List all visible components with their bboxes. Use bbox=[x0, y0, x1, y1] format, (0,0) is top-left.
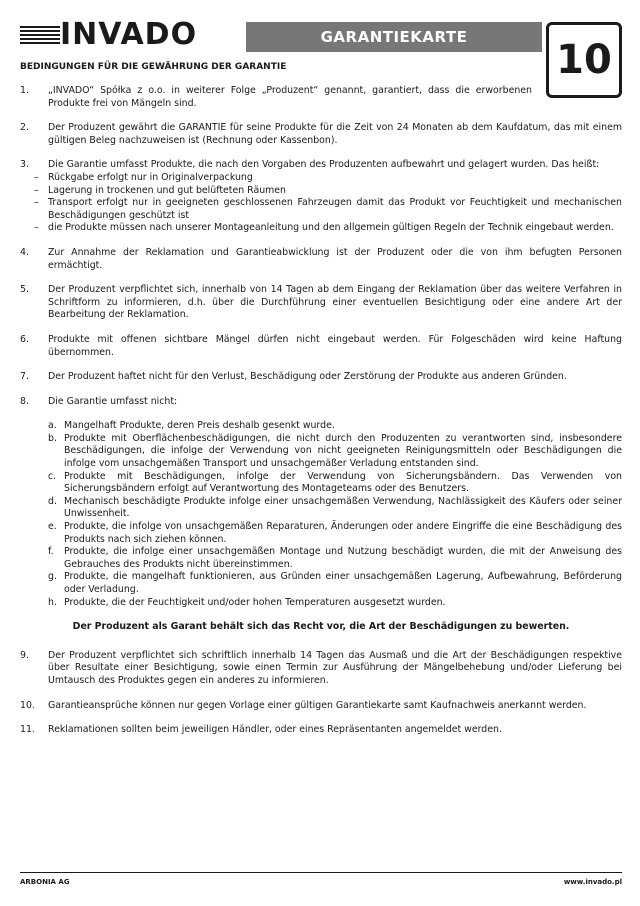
exclusion-list bbox=[20, 420, 622, 609]
exclusion-item-d bbox=[20, 496, 622, 521]
item-number: 10. bbox=[20, 699, 35, 711]
item-letter: a. bbox=[48, 420, 57, 432]
bold-note: Der Produzent als Garant behält sich das Recht vor, die Art der Beschädigungen zu bewerten. bbox=[72, 621, 570, 633]
conditions-list bbox=[20, 85, 622, 749]
item-text: Mangelhaft Produkte, deren Preis deshalb gesenkt wurde. bbox=[64, 420, 335, 432]
condition-item-8 bbox=[20, 396, 622, 610]
item-number: 4. bbox=[20, 246, 29, 258]
item-number: 8. bbox=[20, 395, 29, 407]
invado-logo bbox=[20, 17, 240, 52]
item-text: Produkte mit offenen sichtbare Mängel dürfen nicht eingebaut werden. Für Folgeschäden wird keine Haftung übernommen. bbox=[48, 333, 622, 358]
item-number: 2. bbox=[20, 122, 29, 134]
condition-item-4 bbox=[20, 247, 622, 272]
dash-item: – die Produkte müssen nach unserer Montageanleitung und den allgemein gültigen Regeln der Technik eingebaut werden. bbox=[20, 222, 622, 235]
exclusion-item-g bbox=[20, 571, 622, 596]
item-text: Der Produzent verpflichtet sich, innerhalb von 14 Tagen ab dem Eingang der Reklamation über das weitere Verfahren in Schriftform zu informieren, d.h. über die Durchführung einer eventuellen Besichtigung oder eine andere Art der Bearbeitung der Reklamation. bbox=[48, 284, 622, 321]
condition-item-3 bbox=[20, 159, 622, 235]
exclusion-item-b bbox=[20, 433, 622, 471]
item-letter: h. bbox=[48, 596, 57, 608]
item-text: Der Produzent haftet nicht für den Verlust, Beschädigung oder Zerstörung der Produkte aus anderen Gründen. bbox=[48, 371, 567, 383]
item-number: 6. bbox=[20, 333, 29, 345]
condition-item-11 bbox=[20, 724, 622, 737]
item-text: Produkte, die infolge einer unsachgemäßen Montage und Nutzung beschädigt wurden, die mit der Anweisung des Gebrauches des Produkts nicht übereinstimmen. bbox=[64, 546, 622, 570]
condition-item-2 bbox=[20, 122, 622, 147]
title-banner: GARANTIEKARTE bbox=[246, 22, 542, 52]
item-letter: e. bbox=[48, 521, 57, 533]
exclusion-item-h bbox=[20, 597, 622, 610]
dash-item: – Lagerung in trockenen und gut belüfteten Räumen bbox=[20, 185, 622, 198]
item-text: Die Garantie umfasst Produkte, die nach den Vorgaben des Produzenten aufbewahrt und gelagert wurden. Das heißt: bbox=[48, 159, 600, 171]
item-number: 3. bbox=[20, 159, 29, 171]
item-letter: d. bbox=[48, 495, 57, 507]
item-number: 7. bbox=[20, 371, 29, 383]
condition-item-1 bbox=[20, 85, 622, 110]
exclusion-item-c bbox=[20, 471, 622, 496]
item-text: Produkte mit Beschädigungen, infolge der Verwendung von Sicherungsbändern. Das Verwenden von Sicherungsbändern erfolgt auf Verantwortung des Montageteams oder des Benutzers. bbox=[64, 470, 622, 495]
item-letter: b. bbox=[48, 432, 57, 444]
item-text: Reklamationen sollten beim jeweiligen Händler, oder eines Repräsentanten angemeldet werden. bbox=[48, 724, 502, 736]
condition-item-6 bbox=[20, 334, 622, 359]
condition-item-9 bbox=[20, 650, 622, 688]
item-text: Mechanisch beschädigte Produkte infolge einer unsachgemäßen Verwendung, Nachlässigkeit des Käufers oder seiner Unwissenheit. bbox=[64, 495, 622, 520]
exclusion-item-f bbox=[20, 546, 622, 571]
section-heading: BEDINGUNGEN FÜR DIE GEWÄHRUNG DER GARANTIE bbox=[20, 62, 287, 72]
item-number: 11. bbox=[20, 724, 35, 736]
footer-divider bbox=[20, 872, 622, 873]
logo-stripes-icon bbox=[20, 26, 60, 46]
exclusion-item-e bbox=[20, 521, 622, 546]
item-letter: g. bbox=[48, 571, 57, 583]
item-letter: c. bbox=[48, 470, 57, 482]
exclusion-item-a bbox=[20, 420, 622, 433]
item-number: 9. bbox=[20, 649, 29, 661]
item-text: Garantieansprüche können nur gegen Vorlage einer gültigen Garantiekarte samt Kaufnachweis anerkannt werden. bbox=[48, 699, 587, 711]
item-number: 1. bbox=[20, 85, 29, 96]
footer-website-link[interactable]: www.invado.pl bbox=[563, 878, 622, 886]
item-text: Produkte, die infolge von unsachgemäßen Reparaturen, Änderungen oder andere Eingriffe die eine Beschädigung des Produkts nach sich ziehen können. bbox=[64, 521, 622, 545]
page-number-box: 10 bbox=[546, 22, 622, 98]
footer-company: ARBONIA AG bbox=[20, 878, 70, 886]
logo-text: INVADO bbox=[60, 17, 198, 52]
dash-item: – Rückgabe erfolgt nur in Originalverpackung bbox=[20, 172, 622, 185]
item-letter: f. bbox=[48, 546, 54, 558]
item-text: Produkte mit Oberflächenbeschädigungen, die nicht durch den Produzenten zu verantworten sind, insbesondere Beschädigungen, die infolge der Verwendung von nicht geeigneten Reinigungsmitteln oder Beschädigungen die infolge vom unsachgemäßen Transport und unsachgemäßer Verladung entstanden sind. bbox=[64, 432, 622, 470]
item-text: „INVADO“ Spółka z o.o. in weiterer Folge „Produzent“ genannt, garantiert, dass die erworbenen Produkte frei von Mängeln sind. bbox=[48, 85, 532, 109]
item-text: Der Produzent verpflichtet sich schriftlich innerhalb 14 Tagen das Ausmaß und die Art der Beschädigungen respektive über Resultate einer Besichtigung, sowie einen Termin zur Ausführung der Mängelbehebung und/oder Lieferung bei Umtausch des Produktes gegen ein anderes zu informieren. bbox=[48, 649, 622, 686]
dash-item: – Transport erfolgt nur in geeigneten geschlossenen Fahrzeugen damit das Produkt vor Feuchtigkeit und mechanischen Beschädigungen geschützt ist bbox=[20, 197, 622, 222]
item-text: Die Garantie umfasst nicht: bbox=[48, 395, 178, 407]
condition-item-7 bbox=[20, 371, 622, 384]
item-text: Der Produzent gewährt die GARANTIE für seine Produkte für die Zeit von 24 Monaten ab dem Kaufdatum, das mit einem gültigen Beleg nachzuweisen ist (Rechnung oder Kassenbon). bbox=[48, 122, 622, 146]
item-text: Produkte, die mangelhaft funktionieren, aus Gründen einer unsachgemäßen Lagerung, Aufbewahrung, Beförderung oder Verladung. bbox=[64, 571, 622, 595]
condition-item-5 bbox=[20, 284, 622, 322]
item-text: Zur Annahme der Reklamation und Garantieabwicklung ist der Produzent oder die von ihm befugten Personen ermächtigt. bbox=[48, 246, 622, 271]
item-number: 5. bbox=[20, 284, 29, 296]
item-text: Produkte, die der Feuchtigkeit und/oder hohen Temperaturen ausgesetzt wurden. bbox=[64, 596, 446, 608]
condition-item-10 bbox=[20, 700, 622, 713]
